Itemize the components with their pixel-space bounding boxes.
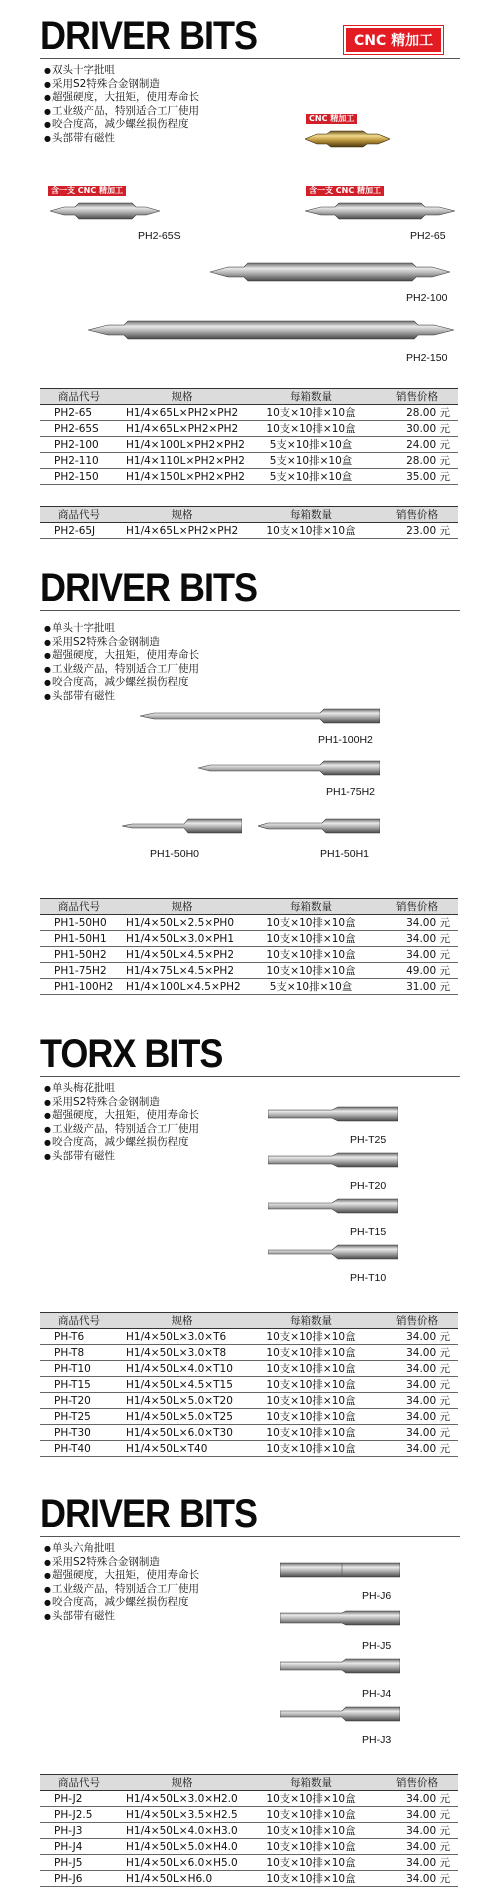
product-label: PH1-100H2	[318, 734, 373, 746]
cell-qty: 10支×10排×10盒	[246, 931, 376, 947]
table-row	[40, 1329, 458, 1345]
cell-code: PH-T8	[40, 1345, 118, 1361]
table-row	[40, 1441, 458, 1457]
bit-ph2-65s-image	[50, 200, 160, 222]
section3-rule	[40, 1076, 460, 1077]
bit-t20-image	[268, 1150, 398, 1170]
section3-table	[40, 1312, 458, 1457]
cell-code: PH-J2.5	[40, 1807, 118, 1823]
feature: ● 工业级产品，特别适合工厂使用	[44, 1123, 199, 1137]
cell-qty: 10支×10排×10盒	[246, 1871, 376, 1887]
feature: ● 采用S2特殊合金钢制造	[44, 1556, 199, 1570]
product-label: PH-J6	[362, 1590, 392, 1602]
cell-price: 34.00 元	[376, 931, 458, 947]
th-qty: 每箱数量	[246, 507, 376, 523]
th-spec: 规格	[118, 389, 246, 405]
bit-j6-image	[280, 1560, 400, 1580]
cell-price: 31.00 元	[376, 979, 458, 995]
cell-price: 34.00 元	[376, 1791, 458, 1807]
table-row	[40, 1839, 458, 1855]
th-price: 销售价格	[376, 389, 458, 405]
th-qty: 每箱数量	[246, 389, 376, 405]
feature: ● 咬合度高，减少螺丝损伤程度	[44, 1596, 199, 1610]
cell-price: 34.00 元	[376, 1329, 458, 1345]
feature: ● 头部带有磁性	[44, 132, 199, 146]
table-row	[40, 931, 458, 947]
cell-price: 34.00 元	[376, 1393, 458, 1409]
cell-qty: 5支×10排×10盒	[246, 979, 376, 995]
th-spec: 规格	[118, 507, 246, 523]
cell-spec: H1/4×65L×PH2×PH2	[118, 405, 246, 421]
product-label: PH2-150	[406, 352, 448, 364]
feature: ● 单头十字批咀	[44, 622, 199, 636]
cell-spec: H1/4×50L×4.5×T15	[118, 1377, 246, 1393]
feature: ● 采用S2特殊合金钢制造	[44, 636, 199, 650]
section4-table	[40, 1774, 458, 1887]
table-row	[40, 947, 458, 963]
th-spec: 规格	[118, 1775, 246, 1791]
th-price: 销售价格	[376, 1775, 458, 1791]
feature: ● 采用S2特殊合金钢制造	[44, 78, 199, 92]
cell-qty: 10支×10排×10盒	[246, 1441, 376, 1457]
cell-price: 34.00 元	[376, 1409, 458, 1425]
cell-price: 28.00 元	[376, 405, 458, 421]
cell-code: PH-T25	[40, 1409, 118, 1425]
th-qty: 每箱数量	[246, 899, 376, 915]
feature: ● 工业级产品，特别适合工厂使用	[44, 105, 199, 119]
feature: ● 咬合度高，减少螺丝损伤程度	[44, 1136, 199, 1150]
cell-spec: H1/4×110L×PH2×PH2	[118, 453, 246, 469]
bit-ph1-100h2-image	[140, 706, 380, 726]
cell-price: 49.00 元	[376, 963, 458, 979]
cell-spec: H1/4×50L×3.0×T6	[118, 1329, 246, 1345]
bit-t10-image	[268, 1242, 398, 1262]
cell-code: PH2-65S	[40, 421, 118, 437]
cell-spec: H1/4×50L×6.0×T30	[118, 1425, 246, 1441]
product-label: PH1-75H2	[326, 786, 376, 798]
cell-qty: 10支×10排×10盒	[246, 1855, 376, 1871]
th-code: 商品代号	[40, 389, 118, 405]
table-row	[40, 1361, 458, 1377]
section2-title: DRIVER BITS	[40, 564, 258, 610]
product-label: PH2-65	[410, 230, 446, 242]
cell-code: PH-T20	[40, 1393, 118, 1409]
cell-price: 24.00 元	[376, 437, 458, 453]
cell-price: 34.00 元	[376, 947, 458, 963]
table-row	[40, 963, 458, 979]
table-row	[40, 1855, 458, 1871]
cnc-tag: 含一支 CNC 精加工	[48, 186, 126, 196]
table-row	[40, 523, 458, 539]
cell-code: PH1-50H0	[40, 915, 118, 931]
feature: ● 头部带有磁性	[44, 690, 199, 704]
cell-code: PH2-150	[40, 469, 118, 485]
cell-qty: 10支×10排×10盒	[246, 963, 376, 979]
feature: ● 单头梅花批咀	[44, 1082, 199, 1096]
bit-t15-image	[268, 1196, 398, 1216]
product-label: PH1-50H1	[320, 848, 370, 860]
cell-price: 34.00 元	[376, 1807, 458, 1823]
cell-spec: H1/4×75L×4.5×PH2	[118, 963, 246, 979]
section4-title: DRIVER BITS	[40, 1490, 258, 1536]
th-qty: 每箱数量	[246, 1775, 376, 1791]
section1-title: DRIVER BITS	[40, 12, 258, 58]
cell-code: PH-T40	[40, 1441, 118, 1457]
section1-table	[40, 388, 458, 485]
product-label: PH-T20	[350, 1180, 387, 1192]
table-header-row	[40, 1313, 458, 1329]
bit-ph1-50h0-image	[122, 816, 242, 836]
feature: ● 咬合度高，减少螺丝损伤程度	[44, 676, 199, 690]
cell-qty: 10支×10排×10盒	[246, 1409, 376, 1425]
table-header-row	[40, 507, 458, 523]
section4-features	[44, 1542, 199, 1623]
cell-qty: 10支×10排×10盒	[246, 947, 376, 963]
th-code: 商品代号	[40, 1313, 118, 1329]
cell-price: 34.00 元	[376, 1361, 458, 1377]
table-row	[40, 1791, 458, 1807]
cell-code: PH-J5	[40, 1855, 118, 1871]
cell-spec: H1/4×100L×PH2×PH2	[118, 437, 246, 453]
cell-spec: H1/4×65L×PH2×PH2	[118, 523, 246, 539]
table-row	[40, 405, 458, 421]
cell-price: 34.00 元	[376, 1839, 458, 1855]
bit-j5-image	[280, 1608, 400, 1628]
product-label: PH-J5	[362, 1640, 392, 1652]
bit-ph2-65-image	[305, 200, 455, 222]
cell-code: PH1-75H2	[40, 963, 118, 979]
section1-table-2	[40, 506, 458, 539]
cell-code: PH2-110	[40, 453, 118, 469]
cell-spec: H1/4×50L×3.5×H2.5	[118, 1807, 246, 1823]
bit-j4-image	[280, 1656, 400, 1676]
cell-code: PH-T6	[40, 1329, 118, 1345]
cell-spec: H1/4×50L×4.0×H3.0	[118, 1823, 246, 1839]
table-header-row	[40, 899, 458, 915]
cell-spec: H1/4×50L×5.0×T25	[118, 1409, 246, 1425]
section3-features	[44, 1082, 199, 1163]
product-label: PH-J4	[362, 1688, 392, 1700]
cell-spec: H1/4×50L×3.0×H2.0	[118, 1791, 246, 1807]
th-code: 商品代号	[40, 1775, 118, 1791]
cell-qty: 10支×10排×10盒	[246, 1839, 376, 1855]
cell-spec: H1/4×50L×6.0×H5.0	[118, 1855, 246, 1871]
cell-price: 34.00 元	[376, 1425, 458, 1441]
table-header-row	[40, 389, 458, 405]
table-row	[40, 1823, 458, 1839]
cell-qty: 10支×10排×10盒	[246, 523, 376, 539]
cell-spec: H1/4×65L×PH2×PH2	[118, 421, 246, 437]
th-spec: 规格	[118, 1313, 246, 1329]
table-row	[40, 1345, 458, 1361]
cell-price: 34.00 元	[376, 915, 458, 931]
cell-qty: 10支×10排×10盒	[246, 405, 376, 421]
cnc-tag: CNC 精加工	[306, 114, 357, 124]
cell-code: PH1-100H2	[40, 979, 118, 995]
cell-spec: H1/4×50L×H6.0	[118, 1871, 246, 1887]
cell-code: PH2-65J	[40, 523, 118, 539]
cell-code: PH-T15	[40, 1377, 118, 1393]
th-price: 销售价格	[376, 899, 458, 915]
section3-title: TORX BITS	[40, 1030, 223, 1076]
cell-spec: H1/4×50L×4.0×T10	[118, 1361, 246, 1377]
cell-qty: 10支×10排×10盒	[246, 1377, 376, 1393]
cell-spec: H1/4×50L×3.0×PH1	[118, 931, 246, 947]
cell-qty: 10支×10排×10盒	[246, 421, 376, 437]
cell-qty: 10支×10排×10盒	[246, 915, 376, 931]
feature: ● 工业级产品，特别适合工厂使用	[44, 1583, 199, 1597]
cell-spec: H1/4×50L×5.0×T20	[118, 1393, 246, 1409]
table-header-row	[40, 1775, 458, 1791]
cell-qty: 10支×10排×10盒	[246, 1807, 376, 1823]
cell-price: 30.00 元	[376, 421, 458, 437]
cell-qty: 10支×10排×10盒	[246, 1823, 376, 1839]
bit-t25-image	[268, 1104, 398, 1124]
product-label: PH-T25	[350, 1134, 387, 1146]
cell-code: PH-J3	[40, 1823, 118, 1839]
table-row	[40, 1393, 458, 1409]
bit-ph1-75h2-image	[198, 758, 380, 778]
table-row	[40, 453, 458, 469]
cell-price: 34.00 元	[376, 1823, 458, 1839]
bit-ph2-100-image	[210, 260, 450, 284]
section2-table	[40, 898, 458, 995]
feature: ● 超强硬度，大扭矩，使用寿命长	[44, 649, 199, 663]
cell-price: 34.00 元	[376, 1871, 458, 1887]
cell-code: PH2-100	[40, 437, 118, 453]
product-label: PH2-65S	[138, 230, 181, 242]
th-code: 商品代号	[40, 507, 118, 523]
th-price: 销售价格	[376, 1313, 458, 1329]
section1-rule	[40, 58, 460, 59]
cell-price: 34.00 元	[376, 1855, 458, 1871]
th-spec: 规格	[118, 899, 246, 915]
bit-j3-image	[280, 1704, 400, 1724]
feature: ● 单头六角批咀	[44, 1542, 199, 1556]
product-label: PH2-100	[406, 292, 448, 304]
table-row	[40, 421, 458, 437]
cell-qty: 10支×10排×10盒	[246, 1425, 376, 1441]
table-row	[40, 1807, 458, 1823]
cell-spec: H1/4×50L×3.0×T8	[118, 1345, 246, 1361]
cell-qty: 10支×10排×10盒	[246, 1361, 376, 1377]
cell-spec: H1/4×150L×PH2×PH2	[118, 469, 246, 485]
section4-rule	[40, 1536, 460, 1537]
cell-spec: H1/4×50L×5.0×H4.0	[118, 1839, 246, 1855]
table-row	[40, 1377, 458, 1393]
table-row	[40, 1871, 458, 1887]
product-label: PH-T15	[350, 1226, 387, 1238]
cell-spec: H1/4×50L×T40	[118, 1441, 246, 1457]
table-row	[40, 1409, 458, 1425]
cnc-tag: 含一支 CNC 精加工	[306, 186, 384, 196]
th-code: 商品代号	[40, 899, 118, 915]
cell-code: PH-J4	[40, 1839, 118, 1855]
section2-features	[44, 622, 199, 703]
feature: ● 超强硬度，大扭矩，使用寿命长	[44, 91, 199, 105]
feature: ● 工业级产品，特别适合工厂使用	[44, 663, 199, 677]
cell-price: 34.00 元	[376, 1345, 458, 1361]
cell-price: 28.00 元	[376, 453, 458, 469]
product-label: PH-T10	[350, 1272, 387, 1284]
feature: ● 采用S2特殊合金钢制造	[44, 1096, 199, 1110]
table-row	[40, 1425, 458, 1441]
table-row	[40, 979, 458, 995]
table-row	[40, 915, 458, 931]
section2-rule	[40, 610, 460, 611]
cell-spec: H1/4×100L×4.5×PH2	[118, 979, 246, 995]
cell-code: PH-T10	[40, 1361, 118, 1377]
section1-features	[44, 64, 199, 145]
cell-code: PH-J2	[40, 1791, 118, 1807]
feature: ● 超强硬度，大扭矩，使用寿命长	[44, 1109, 199, 1123]
table-row	[40, 469, 458, 485]
cell-price: 23.00 元	[376, 523, 458, 539]
feature: ● 头部带有磁性	[44, 1610, 199, 1624]
cell-qty: 5支×10排×10盒	[246, 453, 376, 469]
product-label: PH-J3	[362, 1734, 392, 1746]
gold-bit-image	[305, 128, 390, 150]
bit-ph1-50h1-image	[258, 816, 380, 836]
cell-price: 34.00 元	[376, 1441, 458, 1457]
cell-qty: 10支×10排×10盒	[246, 1345, 376, 1361]
table-row	[40, 437, 458, 453]
cell-code: PH-J6	[40, 1871, 118, 1887]
cell-code: PH-T30	[40, 1425, 118, 1441]
cell-qty: 10支×10排×10盒	[246, 1393, 376, 1409]
cell-code: PH1-50H2	[40, 947, 118, 963]
cell-price: 35.00 元	[376, 469, 458, 485]
cnc-badge: CNC 精加工	[344, 26, 443, 54]
feature: ● 双头十字批咀	[44, 64, 199, 78]
th-price: 销售价格	[376, 507, 458, 523]
cell-price: 34.00 元	[376, 1377, 458, 1393]
cell-spec: H1/4×50L×4.5×PH2	[118, 947, 246, 963]
cell-spec: H1/4×50L×2.5×PH0	[118, 915, 246, 931]
cell-qty: 5支×10排×10盒	[246, 469, 376, 485]
feature: ● 头部带有磁性	[44, 1150, 199, 1164]
cell-qty: 10支×10排×10盒	[246, 1329, 376, 1345]
cell-qty: 5支×10排×10盒	[246, 437, 376, 453]
feature: ● 超强硬度，大扭矩，使用寿命长	[44, 1569, 199, 1583]
bit-ph2-150-image	[88, 318, 454, 342]
th-qty: 每箱数量	[246, 1313, 376, 1329]
cell-qty: 10支×10排×10盒	[246, 1791, 376, 1807]
cell-code: PH2-65	[40, 405, 118, 421]
product-label: PH1-50H0	[150, 848, 200, 860]
feature: ● 咬合度高，减少螺丝损伤程度	[44, 118, 199, 132]
cell-code: PH1-50H1	[40, 931, 118, 947]
